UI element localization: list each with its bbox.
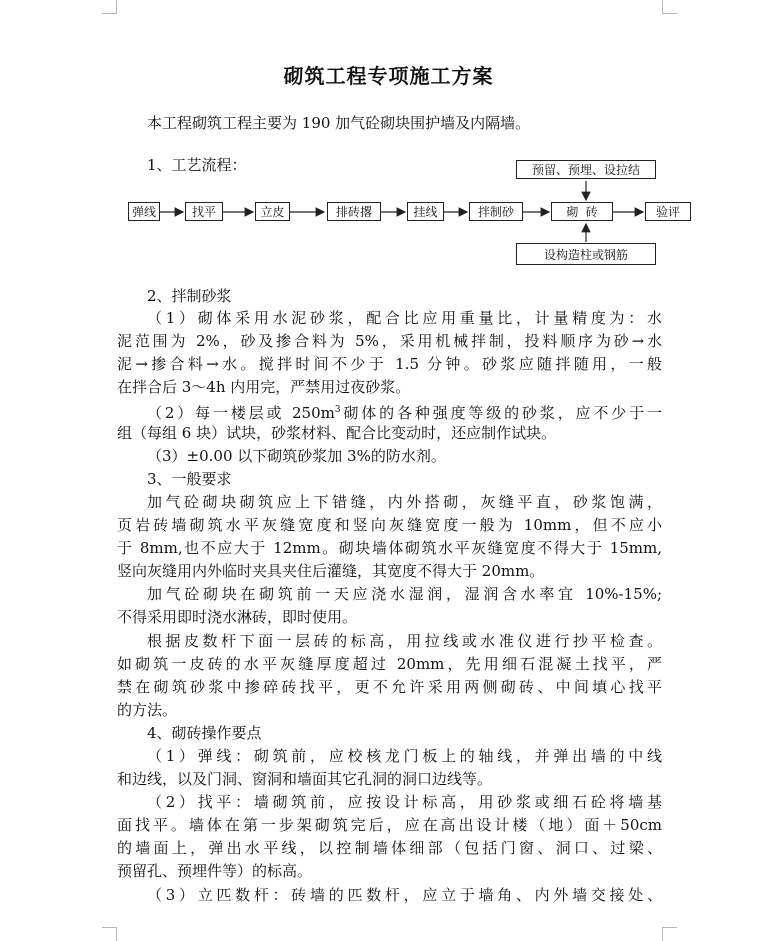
intro-paragraph: 本工程砌筑工程主要为 190 加气砼砌块围护墙及内隔墙。 xyxy=(147,114,531,132)
paragraph-line: 的方法。 xyxy=(117,701,178,719)
doc-title: 砌筑工程专项施工方案 xyxy=(283,64,494,88)
crop-mark xyxy=(102,927,116,928)
crop-mark xyxy=(663,13,677,14)
section-heading-general: 3、一般要求 xyxy=(147,470,232,488)
flow-step-3: 立皮 xyxy=(255,202,290,221)
paragraph-line: （1）砌体采用水泥砂浆，配合比应用重量比，计量精度为：水 xyxy=(147,309,662,327)
flow-step-4: 排砖撂 xyxy=(327,202,381,221)
paragraph-line: 如砌筑一皮砖的水平灰缝厚度超过 20mm，先用细石混凝土找平，严 xyxy=(117,655,662,673)
paragraph-line: 的墙面上，弹出水平线，以控制墙体细部（包括门窗、洞口、过梁、 xyxy=(117,839,662,857)
paragraph-line: 组（每组 6 块）试块，砂浆材料、配合比变动时，还应制作试块。 xyxy=(117,424,557,442)
section-heading-bricklaying: 4、砌砖操作要点 xyxy=(147,724,262,742)
paragraph-line: 预留孔、预埋件等）的标高。 xyxy=(117,862,313,880)
section-heading-process: 1、工艺流程： xyxy=(147,156,247,174)
paragraph-line: 加气砼砌块在砌筑前一天应浇水湿润，湿润含水率宜 10%-15%; xyxy=(147,585,662,603)
crop-mark xyxy=(116,0,117,14)
flow-step-5: 挂线 xyxy=(407,202,444,221)
paragraph-line: 根据皮数杆下面一层砖的标高，用拉线或水准仪进行抄平检查。 xyxy=(147,632,662,650)
text-run: （2）每一楼层或 250m xyxy=(147,404,335,422)
paragraph-line xyxy=(117,399,662,424)
superscript: 3 xyxy=(334,405,341,415)
flow-box-bottom: 设构造柱或钢筋 xyxy=(516,243,656,265)
flow-step-2: 找平 xyxy=(185,202,223,221)
paragraph-line: 在拌合后 3～4h 内用完，严禁用过夜砂浆。 xyxy=(117,378,411,396)
paragraph-line: 不得采用即时浇水淋砖，即时使用。 xyxy=(117,608,358,626)
paragraph-line: 面找平。墙体在第一步架砌筑完后，应在高出设计楼（地）面＋50cm xyxy=(117,816,662,834)
paragraph-line: 泥范围为 2%，砂及掺合料为 5%，采用机械拌制，投料顺序为砂→水 xyxy=(117,332,662,350)
crop-mark xyxy=(663,927,677,928)
paragraph-line: 于 8mm,也不应大于 12mm。砌块墙体砌筑水平灰缝宽度不得大于 15mm, xyxy=(117,539,662,557)
section-heading-mortar: 2、拌制砂浆 xyxy=(147,287,232,305)
flow-step-7: 砌 砖 xyxy=(551,202,613,221)
paragraph-line: （2）找平：墙砌筑前，应按设计标高，用砂浆或细石砼将墙基 xyxy=(147,793,662,811)
paragraph-line: 加气砼砌块砌筑应上下错缝，内外搭砌，灰缝平直，砂浆饱满， xyxy=(147,493,662,511)
paragraph-line: 竖向灰缝用内外临时夹具夹住后灌缝，其宽度不得大于 20mm。 xyxy=(117,562,545,580)
paragraph-line: （3）±0.00 以下砌筑砂浆加 3%的防水剂。 xyxy=(147,447,446,465)
flow-step-1: 弹线 xyxy=(128,202,160,221)
flow-box-top: 预留、预埋、设拉结 xyxy=(516,160,656,179)
paragraph-line: （3）立匹数杆：砖墙的匹数杆，应立于墙角、内外墙交接处、 xyxy=(147,886,662,904)
flow-step-6: 拌制砂 xyxy=(469,202,523,221)
crop-mark xyxy=(662,927,663,941)
paragraph-line: 禁在砌筑砂浆中掺碎砖找平，更不允许采用两侧砌砖、中间填心找平 xyxy=(117,678,662,696)
paragraph-line: 页岩砖墙砌筑水平灰缝宽度和竖向灰缝宽度一般为 10mm，但不应小 xyxy=(117,516,662,534)
paragraph-line: 和边线，以及门洞、窗洞和墙面其它孔洞的洞口边线等。 xyxy=(117,770,493,788)
crop-mark xyxy=(102,13,116,14)
flow-step-8: 验评 xyxy=(645,202,691,221)
paragraph-line: 泥→掺合料→水。搅拌时间不少于 1.5 分钟。砂浆应随拌随用，一般 xyxy=(117,355,662,373)
flowchart-connectors xyxy=(0,0,777,300)
crop-mark xyxy=(662,0,663,14)
paragraph-line: （1）弹线：砌筑前，应校核龙门板上的轴线，并弹出墙的中线 xyxy=(147,747,662,765)
crop-mark xyxy=(116,927,117,941)
text-run: 砌体的各种强度等级的砂浆，应不少于一 xyxy=(340,404,662,422)
